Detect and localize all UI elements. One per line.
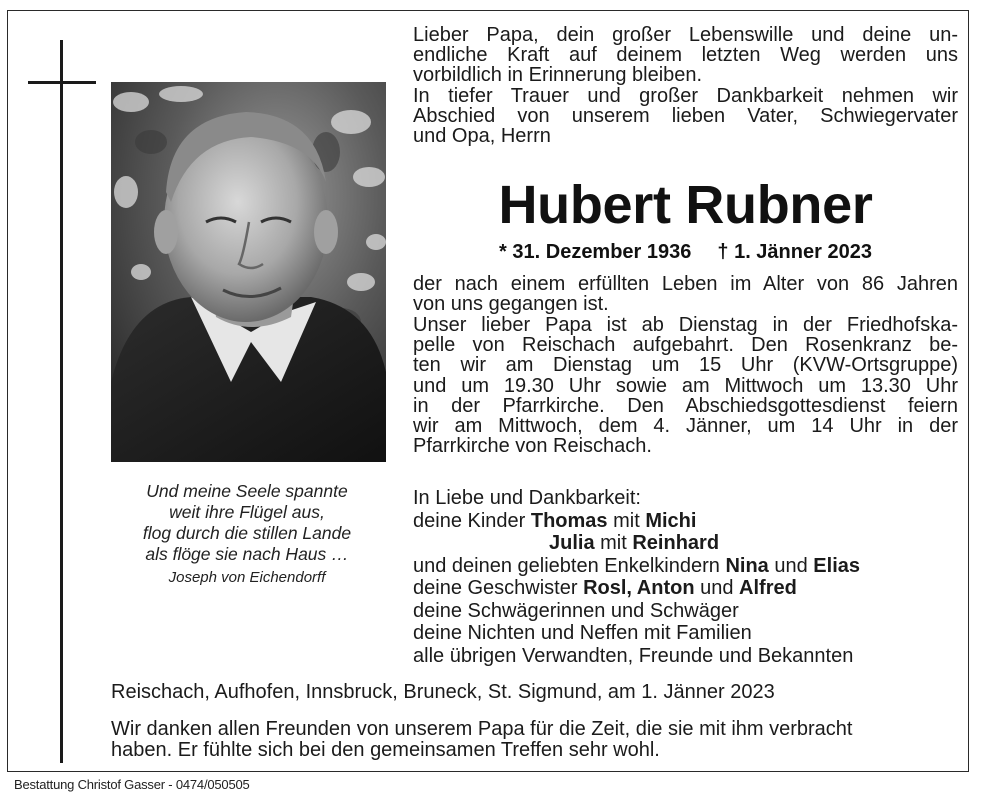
text-line: vorbildlich in Erinnerung bleiben. [413,64,703,87]
cross-icon [60,40,63,763]
text-line: der nach einem erfüllten Leben im Alter von 86 Jahren [413,273,958,295]
text-line: von uns gegangen ist. [413,293,609,316]
poem-line: Und meine Seele spannte [146,481,348,501]
text-line: in der Pfarrkirche. Den Abschiedsgottesdienst feiern [413,394,958,417]
death-date: † 1. Jänner 2023 [717,241,872,263]
mourners-list [413,487,958,667]
sibling-name: Alfred [739,577,797,599]
portrait-photo [111,82,386,462]
deceased-name: Hubert Rubner [498,175,873,235]
birth-date: * 31. Dezember 1936 [499,241,692,263]
text-fragment: deine Geschwister [413,577,584,599]
service-details [413,315,958,456]
child-name: Thomas [530,509,608,532]
mourners-children-line [413,510,958,533]
text-fragment: mit [594,532,633,554]
mourners-line: alle übrigen Verwandten, Freunde und Bekannten [413,644,854,667]
mourners-children-line-2 [413,532,958,555]
text-line: haben. Er fühlte sich bei den gemeinsamen Treffen sehr wohl. [111,739,660,761]
partner-name: Michi [645,509,697,532]
mourners-line: deine Schwägerinnen und Schwäger [413,599,739,622]
poem-line: flog durch die stillen Lande [142,523,352,543]
poem [102,481,392,588]
text-line: Wir danken allen Freunden von unserem Papa für die Zeit, die sie mit ihm verbracht [111,718,853,740]
sibling-name: Rosl, Anton [583,577,695,599]
text-line: Lieber Papa, dein großer Lebenswille und deine un- [413,24,958,46]
poem-author: Joseph von Eichendorff [168,569,326,586]
life-dates [413,241,958,263]
grandchild-name: Elias [813,554,860,577]
text-line: Pfarrkirche von Reischach. [413,435,652,458]
mourners-line: deine Nichten und Neffen mit Familien [413,622,752,644]
text-line: Unser lieber Papa ist ab Dienstag in der Friedhofska- [413,314,958,336]
text-line: ten wir am Dienstag um 15 Uhr (KVW-Ortsgruppe) [413,354,958,377]
text-fragment: mit [607,509,646,532]
text-fragment: und [768,554,814,577]
child-name: Julia [549,532,595,554]
cross-icon-bar [28,81,96,84]
portrait-image [111,82,386,462]
text-line: pelle von Reischach aufgebahrt. Den Rosenkranz be- [413,334,958,357]
grandchild-name: Nina [725,554,769,577]
passing-text [413,274,958,314]
place-date: Reischach, Aufhofen, Innsbruck, Bruneck, St. Sigmund, am 1. Jänner 2023 [111,681,775,703]
intro-text [413,25,958,146]
text-line: Abschied von unserem lieben Vater, Schwiegervater [413,104,958,127]
text-fragment: deine Kinder [413,509,531,532]
thanks-text [111,719,961,761]
partner-name: Reinhard [632,532,720,554]
funeral-home-footer: Bestattung Christof Gasser - 0474/050505 [14,777,250,792]
text-fragment: und [694,577,740,599]
poem-line: als flöge sie nach Haus … [145,544,349,564]
poem-line: weit ihre Flügel aus, [169,502,325,522]
mourners-siblings-line [413,577,958,600]
text-line: und um 19.30 Uhr sowie am Mittwoch um 13.30 Uhr [413,374,958,397]
text-line: endliche Kraft auf deinem letzten Weg werden uns [413,44,958,67]
text-line: In tiefer Trauer und großer Dankbarkeit nehmen wir [413,84,958,107]
text-fragment: und deinen geliebten Enkelkindern [413,554,726,577]
text-line: wir am Mittwoch, dem 4. Jänner, um 14 Uhr in der [413,415,958,438]
mourners-grandchildren-line [413,555,958,578]
text-line: und Opa, Herrn [413,125,551,148]
mourners-heading: In Liebe und Dankbarkeit: [413,487,641,509]
